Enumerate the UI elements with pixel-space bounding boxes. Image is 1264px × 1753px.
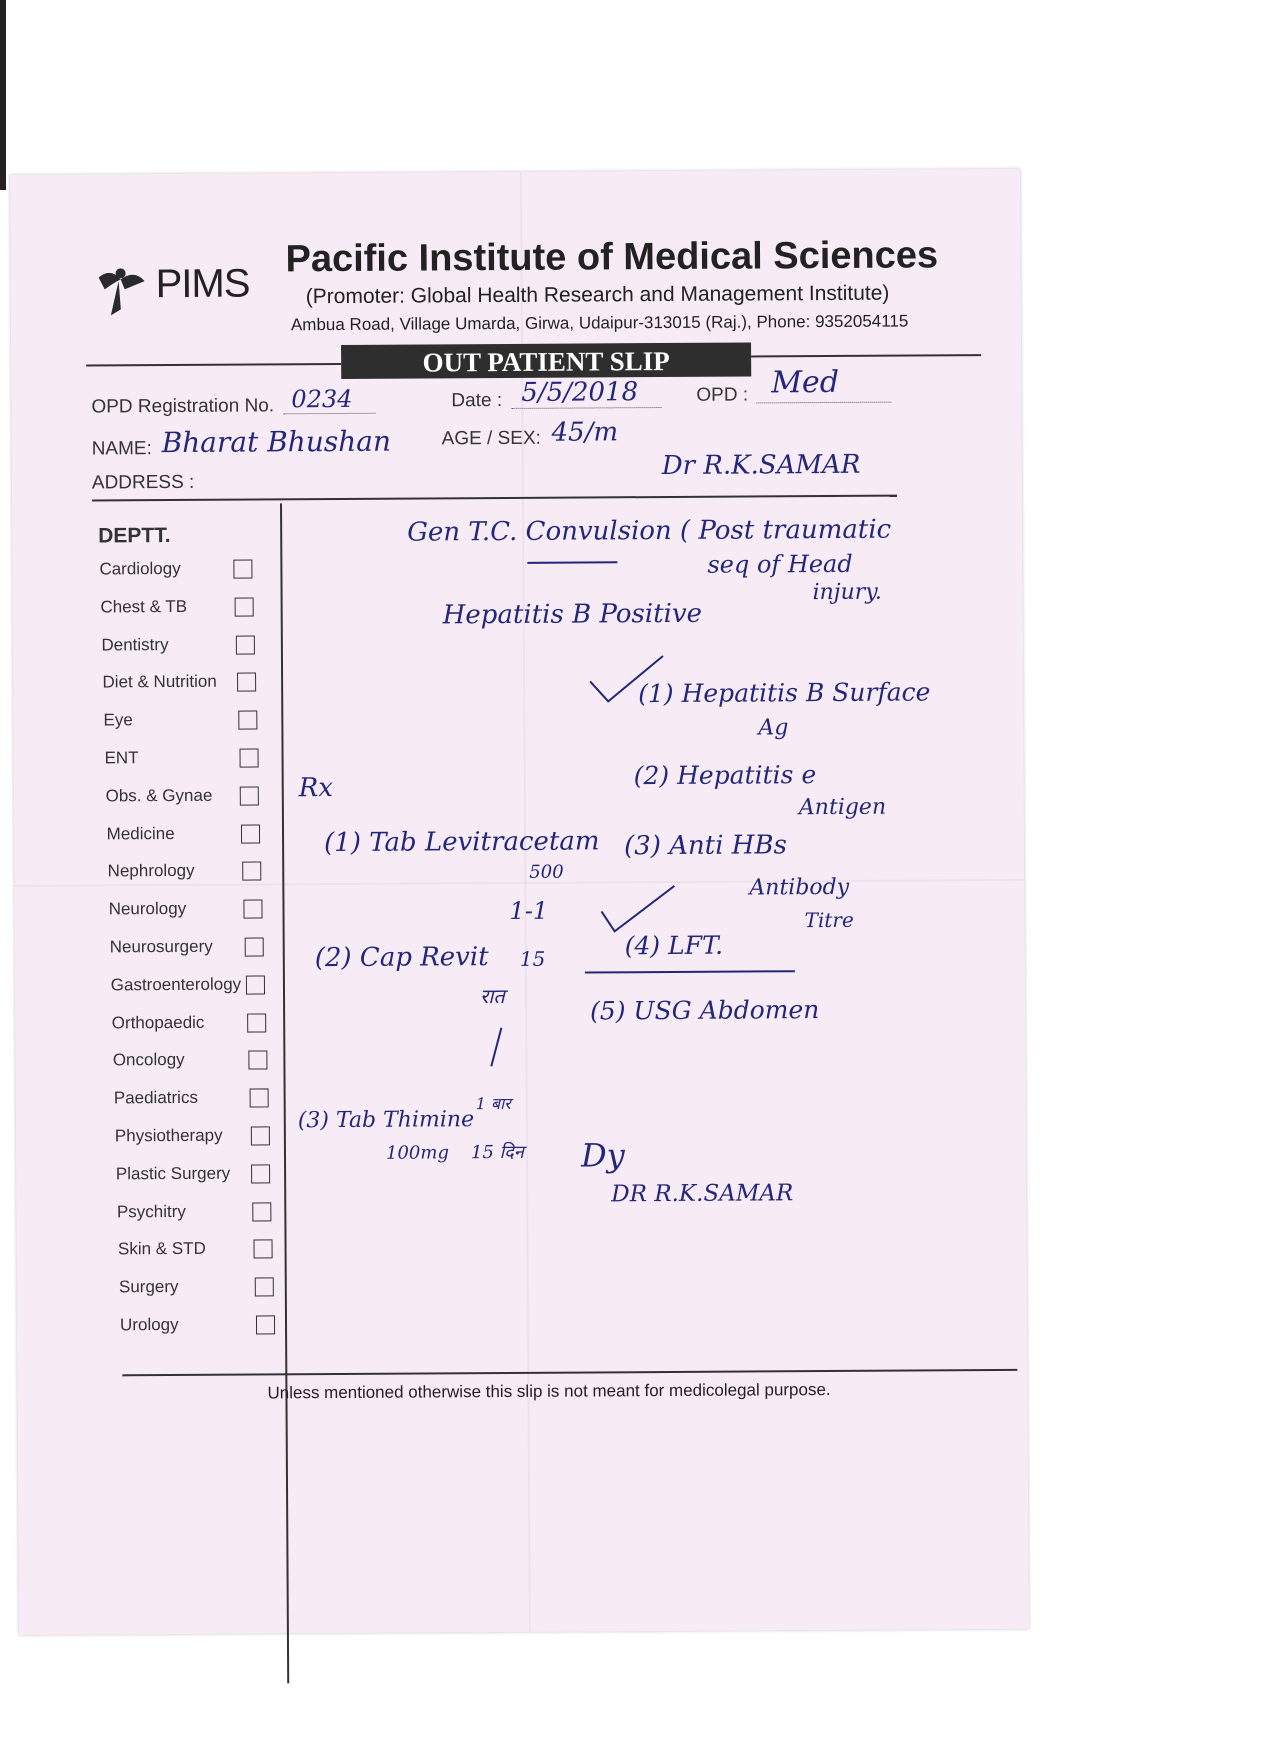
rx-1-dose: 500: [529, 861, 564, 883]
investigation-2b: Antigen: [798, 794, 887, 821]
diagnosis-line-3: injury.: [812, 579, 882, 606]
dept-label-dentistry: Dentistry: [101, 634, 169, 655]
rx-2-quantity: 15: [519, 946, 546, 971]
dept-checkbox-urology[interactable]: [256, 1315, 275, 1334]
header-rule-right: [751, 354, 981, 357]
diagnosis-underline: [527, 561, 617, 564]
fields-bottom-rule: [92, 495, 897, 501]
dept-label-skin-std: Skin & STD: [117, 1239, 206, 1259]
dept-checkbox-psychitry[interactable]: [253, 1202, 272, 1221]
dept-label-plastic-surgery: Plastic Surgery: [115, 1163, 231, 1184]
dept-checkbox-dentistry[interactable]: [236, 635, 255, 654]
investigation-3b: Antibody: [749, 874, 850, 901]
dept-checkbox-diet-nutrition[interactable]: [237, 673, 256, 692]
dept-label-physiotherapy: Physiotherapy: [114, 1125, 223, 1146]
rx-1: (1) Tab Levitracetam: [323, 826, 600, 859]
opd-registration-label: OPD Registration No.: [91, 395, 275, 418]
dept-label-cardiology: Cardiology: [99, 558, 181, 579]
opd-value: Med: [771, 364, 840, 401]
diagnosis-line-4: Hepatitis B Positive: [442, 598, 703, 631]
dept-label-chest-tb: Chest & TB: [100, 596, 188, 617]
rx-3-quantity: 15 दिन: [470, 1141, 524, 1164]
age-sex-label: AGE / SEX:: [441, 427, 541, 450]
dept-checkbox-medicine[interactable]: [241, 824, 260, 843]
out-patient-slip: [10, 169, 1029, 1635]
opd-label: OPD :: [696, 384, 749, 406]
diagnosis-line-1: Gen T.C. Convulsion ( Post traumatic: [407, 514, 892, 548]
name-label: NAME:: [91, 438, 152, 460]
dept-label-oncology: Oncology: [112, 1050, 185, 1070]
age-sex-value: 45/m: [551, 417, 619, 448]
dept-label-psychitry: Psychitry: [116, 1201, 186, 1221]
rx-3-dose: 100mg: [385, 1142, 449, 1164]
signature: Dy: [580, 1136, 625, 1175]
opd-dots: [756, 402, 891, 404]
name-value: Bharat Bhushan: [161, 424, 392, 460]
dept-checkbox-neurosurgery[interactable]: [245, 937, 264, 956]
investigation-5: (5) USG Abdomen: [590, 995, 820, 1026]
scanner-edge: [0, 0, 6, 190]
dept-checkbox-chest-tb[interactable]: [234, 597, 253, 616]
diagnosis-line-2: seq of Head: [707, 549, 853, 579]
dept-label-urology: Urology: [119, 1314, 179, 1335]
dept-column-border: [280, 503, 289, 1683]
dept-checkbox-physiotherapy[interactable]: [250, 1126, 269, 1145]
rx-2-dose: रात: [479, 983, 505, 1009]
address-label: ADDRESS :: [91, 471, 195, 494]
dept-label-ent: ENT: [104, 748, 139, 768]
dept-checkbox-nephrology[interactable]: [242, 862, 261, 881]
footer-note: Unless mentioned otherwise this slip is not meant for medicolegal purpose.: [267, 1380, 831, 1403]
date-label: Date :: [451, 389, 503, 412]
rx-2-stroke: [490, 1027, 502, 1066]
rx-3: (3) Tab Thimine: [297, 1107, 475, 1134]
dept-label-neurosurgery: Neurosurgery: [109, 936, 213, 957]
investigation-4: (4) LFT.: [624, 930, 724, 961]
dept-label-eye: Eye: [103, 710, 133, 730]
dept-checkbox-surgery[interactable]: [255, 1278, 274, 1297]
rx-symbol: Rx: [298, 773, 334, 804]
dept-checkbox-oncology[interactable]: [248, 1051, 267, 1070]
dept-label-surgery: Surgery: [118, 1277, 179, 1297]
dept-checkbox-obs-gynae[interactable]: [240, 786, 259, 805]
rx-2: (2) Cap Revit: [314, 942, 489, 974]
dept-checkbox-skin-std[interactable]: [254, 1240, 273, 1259]
dept-checkbox-orthopaedic[interactable]: [247, 1013, 266, 1032]
dept-checkbox-plastic-surgery[interactable]: [251, 1164, 270, 1183]
investigation-1: (1) Hepatitis B Surface: [638, 677, 931, 709]
header-rule-left: [86, 363, 341, 366]
pims-logo-icon: [91, 259, 151, 319]
dept-label-neurology: Neurology: [108, 899, 187, 919]
dept-label-orthopaedic: Orthopaedic: [111, 1012, 205, 1032]
rx-1-frequency: 1-1: [509, 896, 549, 925]
dept-checkbox-neurology[interactable]: [244, 900, 263, 919]
opd-registration-value: 0234: [291, 384, 353, 414]
doctor-header: Dr R.K.SAMAR: [661, 449, 861, 482]
dept-label-nephrology: Nephrology: [107, 861, 195, 881]
dept-label-medicine: Medicine: [106, 823, 175, 844]
institute-name: Pacific Institute of Medical Sciences: [285, 234, 939, 281]
doctor-signature-name: DR R.K.SAMAR: [611, 1180, 794, 1208]
dept-checkbox-cardiology[interactable]: [233, 560, 252, 579]
dept-label-paediatrics: Paediatrics: [113, 1088, 198, 1108]
promoter-line: (Promoter: Global Health Research and Management Institute): [305, 281, 890, 309]
dept-checkbox-gastroenterology[interactable]: [246, 975, 265, 994]
dept-title: DEPTT.: [98, 524, 171, 548]
investigation-underline: [585, 970, 795, 973]
footer-rule: [122, 1369, 1017, 1376]
dept-checkbox-eye[interactable]: [238, 711, 257, 730]
dept-checkbox-paediatrics[interactable]: [249, 1089, 268, 1108]
investigation-2: (2) Hepatitis e: [633, 760, 817, 791]
investigation-3c: Titre: [804, 907, 854, 933]
rx-3-frequency: 1 बार: [475, 1093, 511, 1114]
date-value: 5/5/2018: [521, 377, 639, 408]
dept-label-gastroenterology: Gastroenterology: [110, 974, 242, 995]
investigation-3: (3) Anti HBs: [624, 830, 787, 862]
logo-text: PIMS: [155, 261, 250, 307]
slip-title: OUT PATIENT SLIP: [341, 342, 751, 379]
dept-label-obs-gynae: Obs. & Gynae: [105, 785, 213, 806]
dept-label-diet-nutrition: Diet & Nutrition: [102, 672, 217, 692]
institute-address: Ambua Road, Village Umarda, Girwa, Udaipur-313015 (Raj.), Phone: 9352054115: [290, 311, 909, 335]
investigation-1b: Ag: [758, 715, 789, 741]
dept-checkbox-ent[interactable]: [239, 748, 258, 767]
